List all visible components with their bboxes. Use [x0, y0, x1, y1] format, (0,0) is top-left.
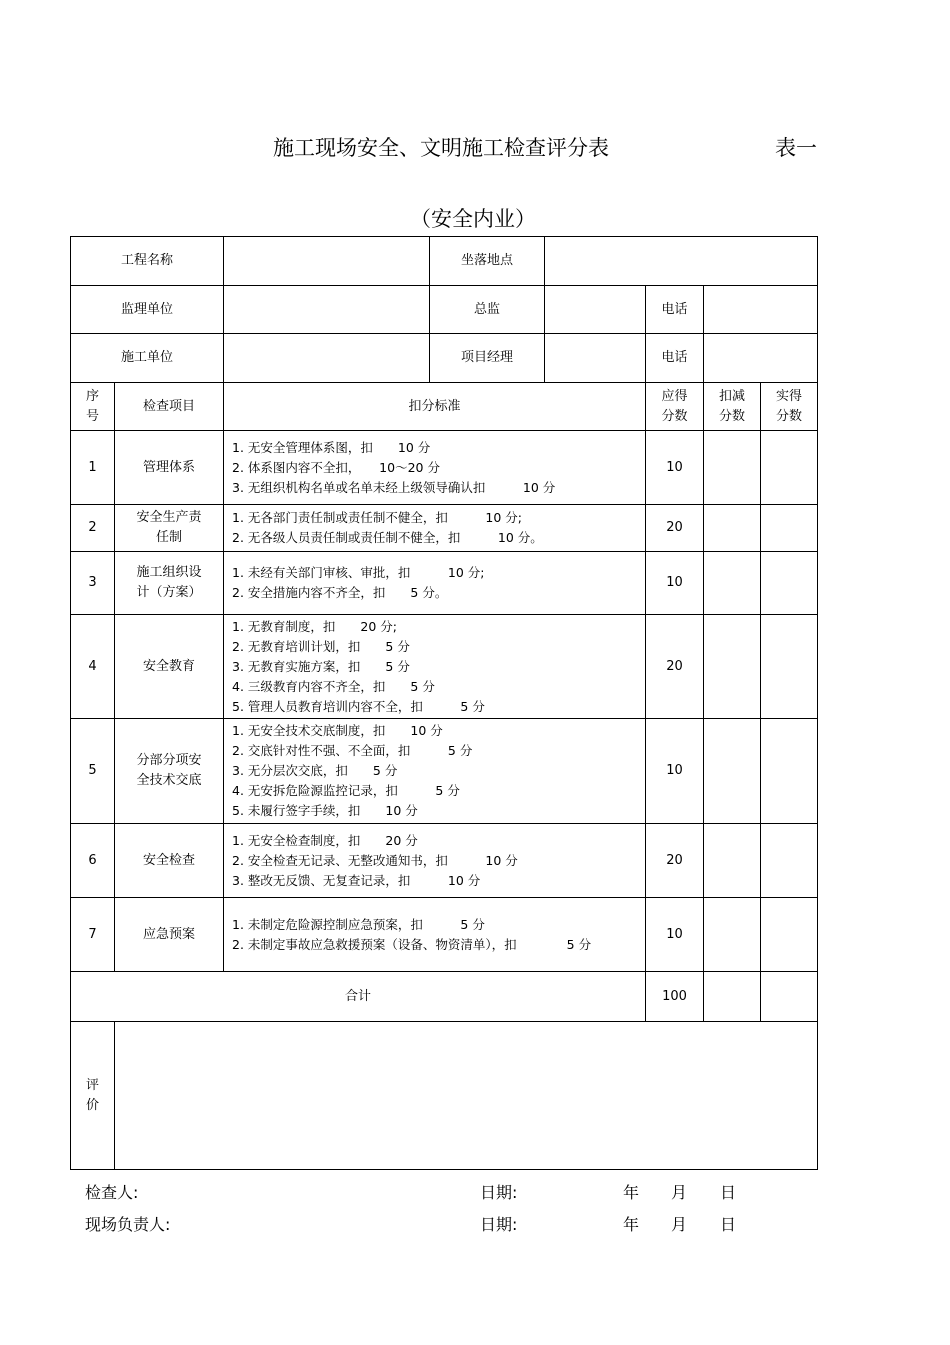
- criteria-line: 3. 无组织机构名单或名单未经上级领导确认扣 10 分: [232, 479, 556, 495]
- row-actual-score[interactable]: [761, 719, 818, 824]
- col-header-no-line2: 号: [85, 408, 99, 424]
- table-row: [71, 898, 818, 972]
- site-manager-date-label: 日期:: [480, 1215, 518, 1234]
- row-deduct-score[interactable]: [704, 505, 761, 552]
- row-actual-score[interactable]: [761, 898, 818, 972]
- row-no: 1: [71, 431, 115, 505]
- evaluation-label-line2: 价: [85, 1097, 99, 1113]
- criteria-line: 1. 无各部门责任制或责任制不健全，扣 10 分;: [232, 510, 523, 525]
- criteria-line: 2. 交底针对性不强、不全面，扣 5 分: [232, 743, 473, 758]
- col-header-due-score: [646, 383, 704, 431]
- row-deduct-score[interactable]: [704, 615, 761, 719]
- inspector-date-day: 日: [720, 1183, 737, 1202]
- criteria-line: 3. 无教育实施方案，扣 5 分: [232, 658, 410, 674]
- row-item: 管理体系: [115, 431, 224, 505]
- criteria-line: 2. 安全措施内容不齐全，扣 5 分。: [232, 585, 448, 600]
- row-due-score: 10: [646, 719, 704, 824]
- col-header-actual-score: [761, 383, 818, 431]
- total-due-score: 100: [646, 972, 704, 1022]
- row-due-score: 10: [646, 431, 704, 505]
- inspection-table: [70, 236, 818, 1170]
- info-row-supervision: [71, 286, 818, 334]
- row-criteria: [224, 615, 646, 719]
- criteria-line: 1. 无安全检查制度，扣 20 分: [232, 832, 418, 848]
- info-row-project: [71, 237, 818, 286]
- inspector-date-year: 年: [623, 1183, 640, 1202]
- row-actual-score[interactable]: [761, 552, 818, 615]
- row-actual-score[interactable]: [761, 431, 818, 505]
- row-deduct-score[interactable]: [704, 719, 761, 824]
- site-manager-date-month: 月: [671, 1215, 688, 1234]
- row-no: 6: [71, 824, 115, 898]
- criteria-line: 1. 未经有关部门审核、审批，扣 10 分;: [232, 565, 485, 580]
- row-no: 2: [71, 505, 115, 552]
- location-value[interactable]: [545, 237, 818, 286]
- row-criteria: [224, 824, 646, 898]
- supervision-unit-value[interactable]: [224, 286, 430, 334]
- supervision-phone-label: 电话: [646, 286, 704, 334]
- col-header-criteria: 扣分标准: [224, 383, 646, 431]
- col-header-actual-line2: 分数: [776, 408, 803, 424]
- row-deduct-score[interactable]: [704, 431, 761, 505]
- project-manager-value[interactable]: [545, 334, 646, 383]
- row-actual-score[interactable]: [761, 615, 818, 719]
- info-row-construction: [71, 334, 818, 383]
- table-row: [71, 824, 818, 898]
- criteria-line: 4. 无安拆危险源监控记录，扣 5 分: [232, 783, 460, 798]
- row-item-line2: 任制: [156, 530, 183, 545]
- col-header-no-line1: 序: [85, 388, 99, 404]
- table-row: [71, 552, 818, 615]
- subtitle-close-paren: ）: [515, 207, 536, 231]
- criteria-line: 2. 未制定事故应急救援预案（设备、物资清单），扣 5 分: [232, 936, 592, 952]
- row-item-line2: 全技术交底: [136, 773, 202, 788]
- subtitle-text: 安全内业: [431, 207, 515, 231]
- row-criteria: [224, 505, 646, 552]
- row-deduct-score[interactable]: [704, 552, 761, 615]
- inspector-label: 检查人:: [85, 1183, 139, 1202]
- row-deduct-score[interactable]: [704, 824, 761, 898]
- row-no: 5: [71, 719, 115, 824]
- criteria-line: 1. 无安全技术交底制度，扣 10 分: [232, 723, 443, 738]
- criteria-line: 5. 管理人员教育培训内容不全，扣 5 分: [232, 698, 485, 714]
- column-header-row: [71, 383, 818, 431]
- criteria-line: 3. 无分层次交底，扣 5 分: [232, 763, 398, 778]
- construction-unit-label: 施工单位: [71, 334, 224, 383]
- criteria-line: 2. 无各级人员责任制或责任制不健全，扣 10 分。: [232, 530, 543, 545]
- row-due-score: 20: [646, 615, 704, 719]
- criteria-line: 1. 无教育制度，扣 20 分;: [232, 618, 398, 634]
- subtitle-open-paren: （: [410, 207, 431, 231]
- construction-phone-value[interactable]: [704, 334, 818, 383]
- location-label: 坐落地点: [430, 237, 545, 286]
- total-deduct-score[interactable]: [704, 972, 761, 1022]
- row-criteria: [224, 552, 646, 615]
- row-actual-score[interactable]: [761, 824, 818, 898]
- row-item: 安全检查: [115, 824, 224, 898]
- criteria-line: 2. 无教育培训计划，扣 5 分: [232, 638, 410, 654]
- row-criteria: [224, 719, 646, 824]
- evaluation-field[interactable]: [115, 1022, 818, 1170]
- criteria-line: 1. 未制定危险源控制应急预案，扣 5 分: [232, 916, 485, 932]
- supervision-unit-label: 监理单位: [71, 286, 224, 334]
- total-label: 合计: [71, 972, 646, 1022]
- row-criteria: [224, 898, 646, 972]
- evaluation-row: [71, 1022, 818, 1170]
- criteria-line: 2. 体系图内容不全扣， 10～20 分: [232, 459, 440, 475]
- col-header-no: [71, 383, 115, 431]
- row-due-score: 20: [646, 824, 704, 898]
- project-manager-label: 项目经理: [430, 334, 545, 383]
- criteria-line: 5. 未履行签字手续，扣 10 分: [232, 803, 418, 818]
- row-due-score: 10: [646, 552, 704, 615]
- form-number: 表一: [775, 136, 817, 160]
- total-row: [71, 972, 818, 1022]
- row-no: 3: [71, 552, 115, 615]
- evaluation-label-line1: 评: [85, 1077, 99, 1093]
- criteria-line: 2. 安全检查无记录、无整改通知书，扣 10 分: [232, 852, 518, 868]
- project-name-value[interactable]: [224, 237, 430, 286]
- evaluation-label: [71, 1022, 115, 1170]
- row-actual-score[interactable]: [761, 505, 818, 552]
- inspector-date-month: 月: [671, 1183, 688, 1202]
- table-row: [71, 505, 818, 552]
- row-item-line1: 安全生产责: [136, 510, 202, 525]
- row-item-line2: 计（方案）: [136, 585, 202, 600]
- row-item: [115, 505, 224, 552]
- site-manager-date-year: 年: [623, 1215, 640, 1234]
- row-no: 7: [71, 898, 115, 972]
- criteria-line: 3. 整改无反馈、无复查记录，扣 10 分: [232, 872, 481, 888]
- col-header-deduct-line2: 分数: [719, 408, 746, 424]
- form-title: 施工现场安全、文明施工检查评分表: [273, 136, 609, 160]
- col-header-deduct-line1: 扣减: [719, 388, 746, 404]
- supervision-phone-value[interactable]: [704, 286, 818, 334]
- row-due-score: 10: [646, 898, 704, 972]
- row-item: 应急预案: [115, 898, 224, 972]
- total-actual-score[interactable]: [761, 972, 818, 1022]
- col-header-actual-line1: 实得: [776, 388, 803, 404]
- chief-supervisor-value[interactable]: [545, 286, 646, 334]
- row-item: 安全教育: [115, 615, 224, 719]
- row-due-score: 20: [646, 505, 704, 552]
- site-manager-label: 现场负责人:: [85, 1215, 171, 1234]
- row-item: [115, 719, 224, 824]
- row-criteria: [224, 431, 646, 505]
- table-row: [71, 431, 818, 505]
- col-header-item: 检查项目: [115, 383, 224, 431]
- table-row: [71, 719, 818, 824]
- criteria-line: 1. 无安全管理体系图，扣 10 分: [232, 439, 431, 455]
- col-header-deduct-score: [704, 383, 761, 431]
- col-header-due-line2: 分数: [661, 408, 688, 424]
- inspector-date-label: 日期:: [480, 1183, 518, 1202]
- row-no: 4: [71, 615, 115, 719]
- site-manager-date-day: 日: [720, 1215, 737, 1234]
- row-item: [115, 552, 224, 615]
- criteria-line: 4. 三级教育内容不齐全，扣 5 分: [232, 678, 435, 694]
- chief-supervisor-label: 总监: [430, 286, 545, 334]
- project-name-label: 工程名称: [71, 237, 224, 286]
- row-deduct-score[interactable]: [704, 898, 761, 972]
- row-item-line1: 施工组织设: [136, 565, 202, 580]
- form-subtitle: [410, 203, 536, 233]
- col-header-due-line1: 应得: [661, 388, 688, 404]
- row-item-line1: 分部分项安: [136, 753, 202, 768]
- construction-unit-value[interactable]: [224, 334, 430, 383]
- construction-phone-label: 电话: [646, 334, 704, 383]
- table-row: [71, 615, 818, 719]
